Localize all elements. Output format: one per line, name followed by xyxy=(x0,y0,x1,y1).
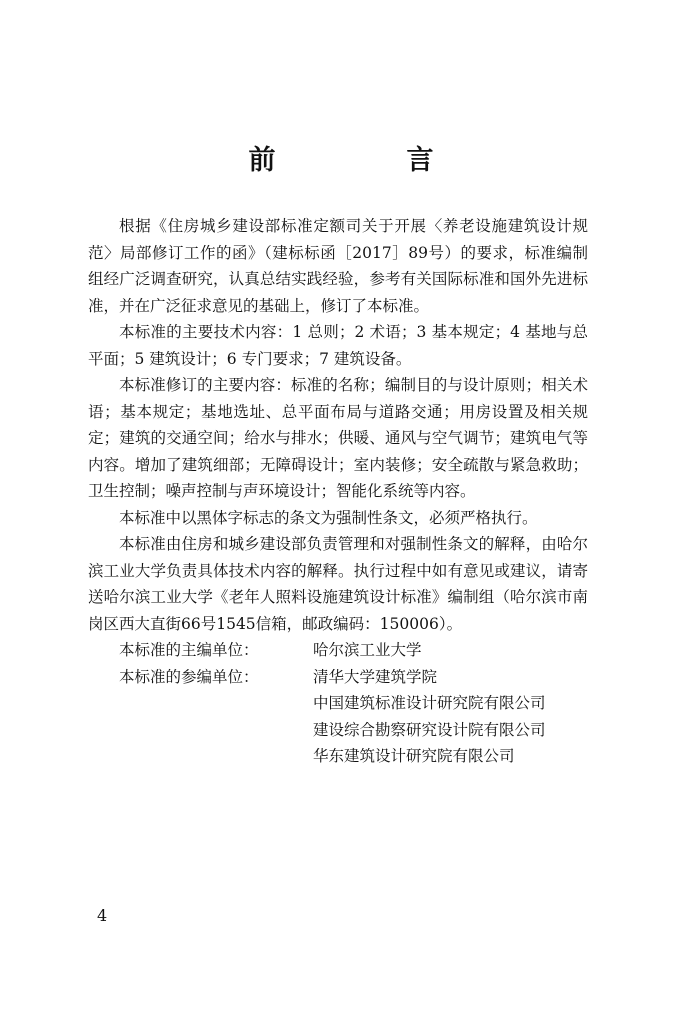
participating-editor-first: 清华大学建筑学院 xyxy=(313,667,438,686)
participating-editor-item: 华东建筑设计研究院有限公司 xyxy=(313,747,515,765)
chief-editor-label: 本标准的主编单位： xyxy=(119,641,259,659)
paragraph-mandatory-clauses: 本标准中以黑体字标志的条文为强制性条文，必须严格执行。 xyxy=(119,508,538,527)
chief-editor-row xyxy=(88,637,588,664)
page-title: 前 言 xyxy=(248,145,486,176)
paragraph-technical-content: 本标准的主要技术内容：1 总则；2 术语；3 基本规定；4 基地与总平面；5 建筑设计；6 专门要求；7 建筑设备。 xyxy=(88,323,589,368)
paragraph-management: 本标准由住房和城乡建设部负责管理和对强制性条文的解释，由哈尔滨工业大学负责具体技术内容的解释。执行过程中如有意见或建议，请寄送哈尔滨工业大学《老年人照料设施建筑设计标准》编制组（哈尔滨市南岗区西大直街66号1545信箱，邮政编码：150006）。 xyxy=(88,535,588,633)
participating-editor-row xyxy=(88,664,588,691)
paragraph-revision-content: 本标准修订的主要内容：标准的名称；编制目的与设计原则；相关术语；基本规定；基地选址、总平面布局与道路交通；用房设置及相关规定；建筑的交通空间；给水与排水；供暖、通风与空气调节；建筑电气等内容。增加了建筑细部；无障碍设计；室内装修；安全疏散与紧急救助；卫生控制；噪声控制与声环境设计；智能化系统等内容。 xyxy=(88,376,588,500)
participating-editor-list xyxy=(88,690,588,770)
page-number: 4 xyxy=(97,906,108,925)
editor-units xyxy=(88,637,588,770)
paragraph-background: 根据《住房城乡建设部标准定额司关于开展〈养老设施建筑设计规范〉局部修订工作的函》（建标标函［2017］89号）的要求，标准编制组经广泛调查研究，认真总结实践经验，参考有关国际标准和国外先进标准，并在广泛征求意见的基础上，修订了本标准。 xyxy=(88,217,588,315)
participating-editor-item: 建设综合勘察研究设计院有限公司 xyxy=(313,720,546,739)
participating-editor-item: 中国建筑标准设计研究院有限公司 xyxy=(313,694,546,712)
chief-editor-value: 哈尔滨工业大学 xyxy=(313,641,422,659)
participating-editor-label: 本标准的参编单位： xyxy=(119,667,259,686)
preface-body xyxy=(88,213,588,770)
